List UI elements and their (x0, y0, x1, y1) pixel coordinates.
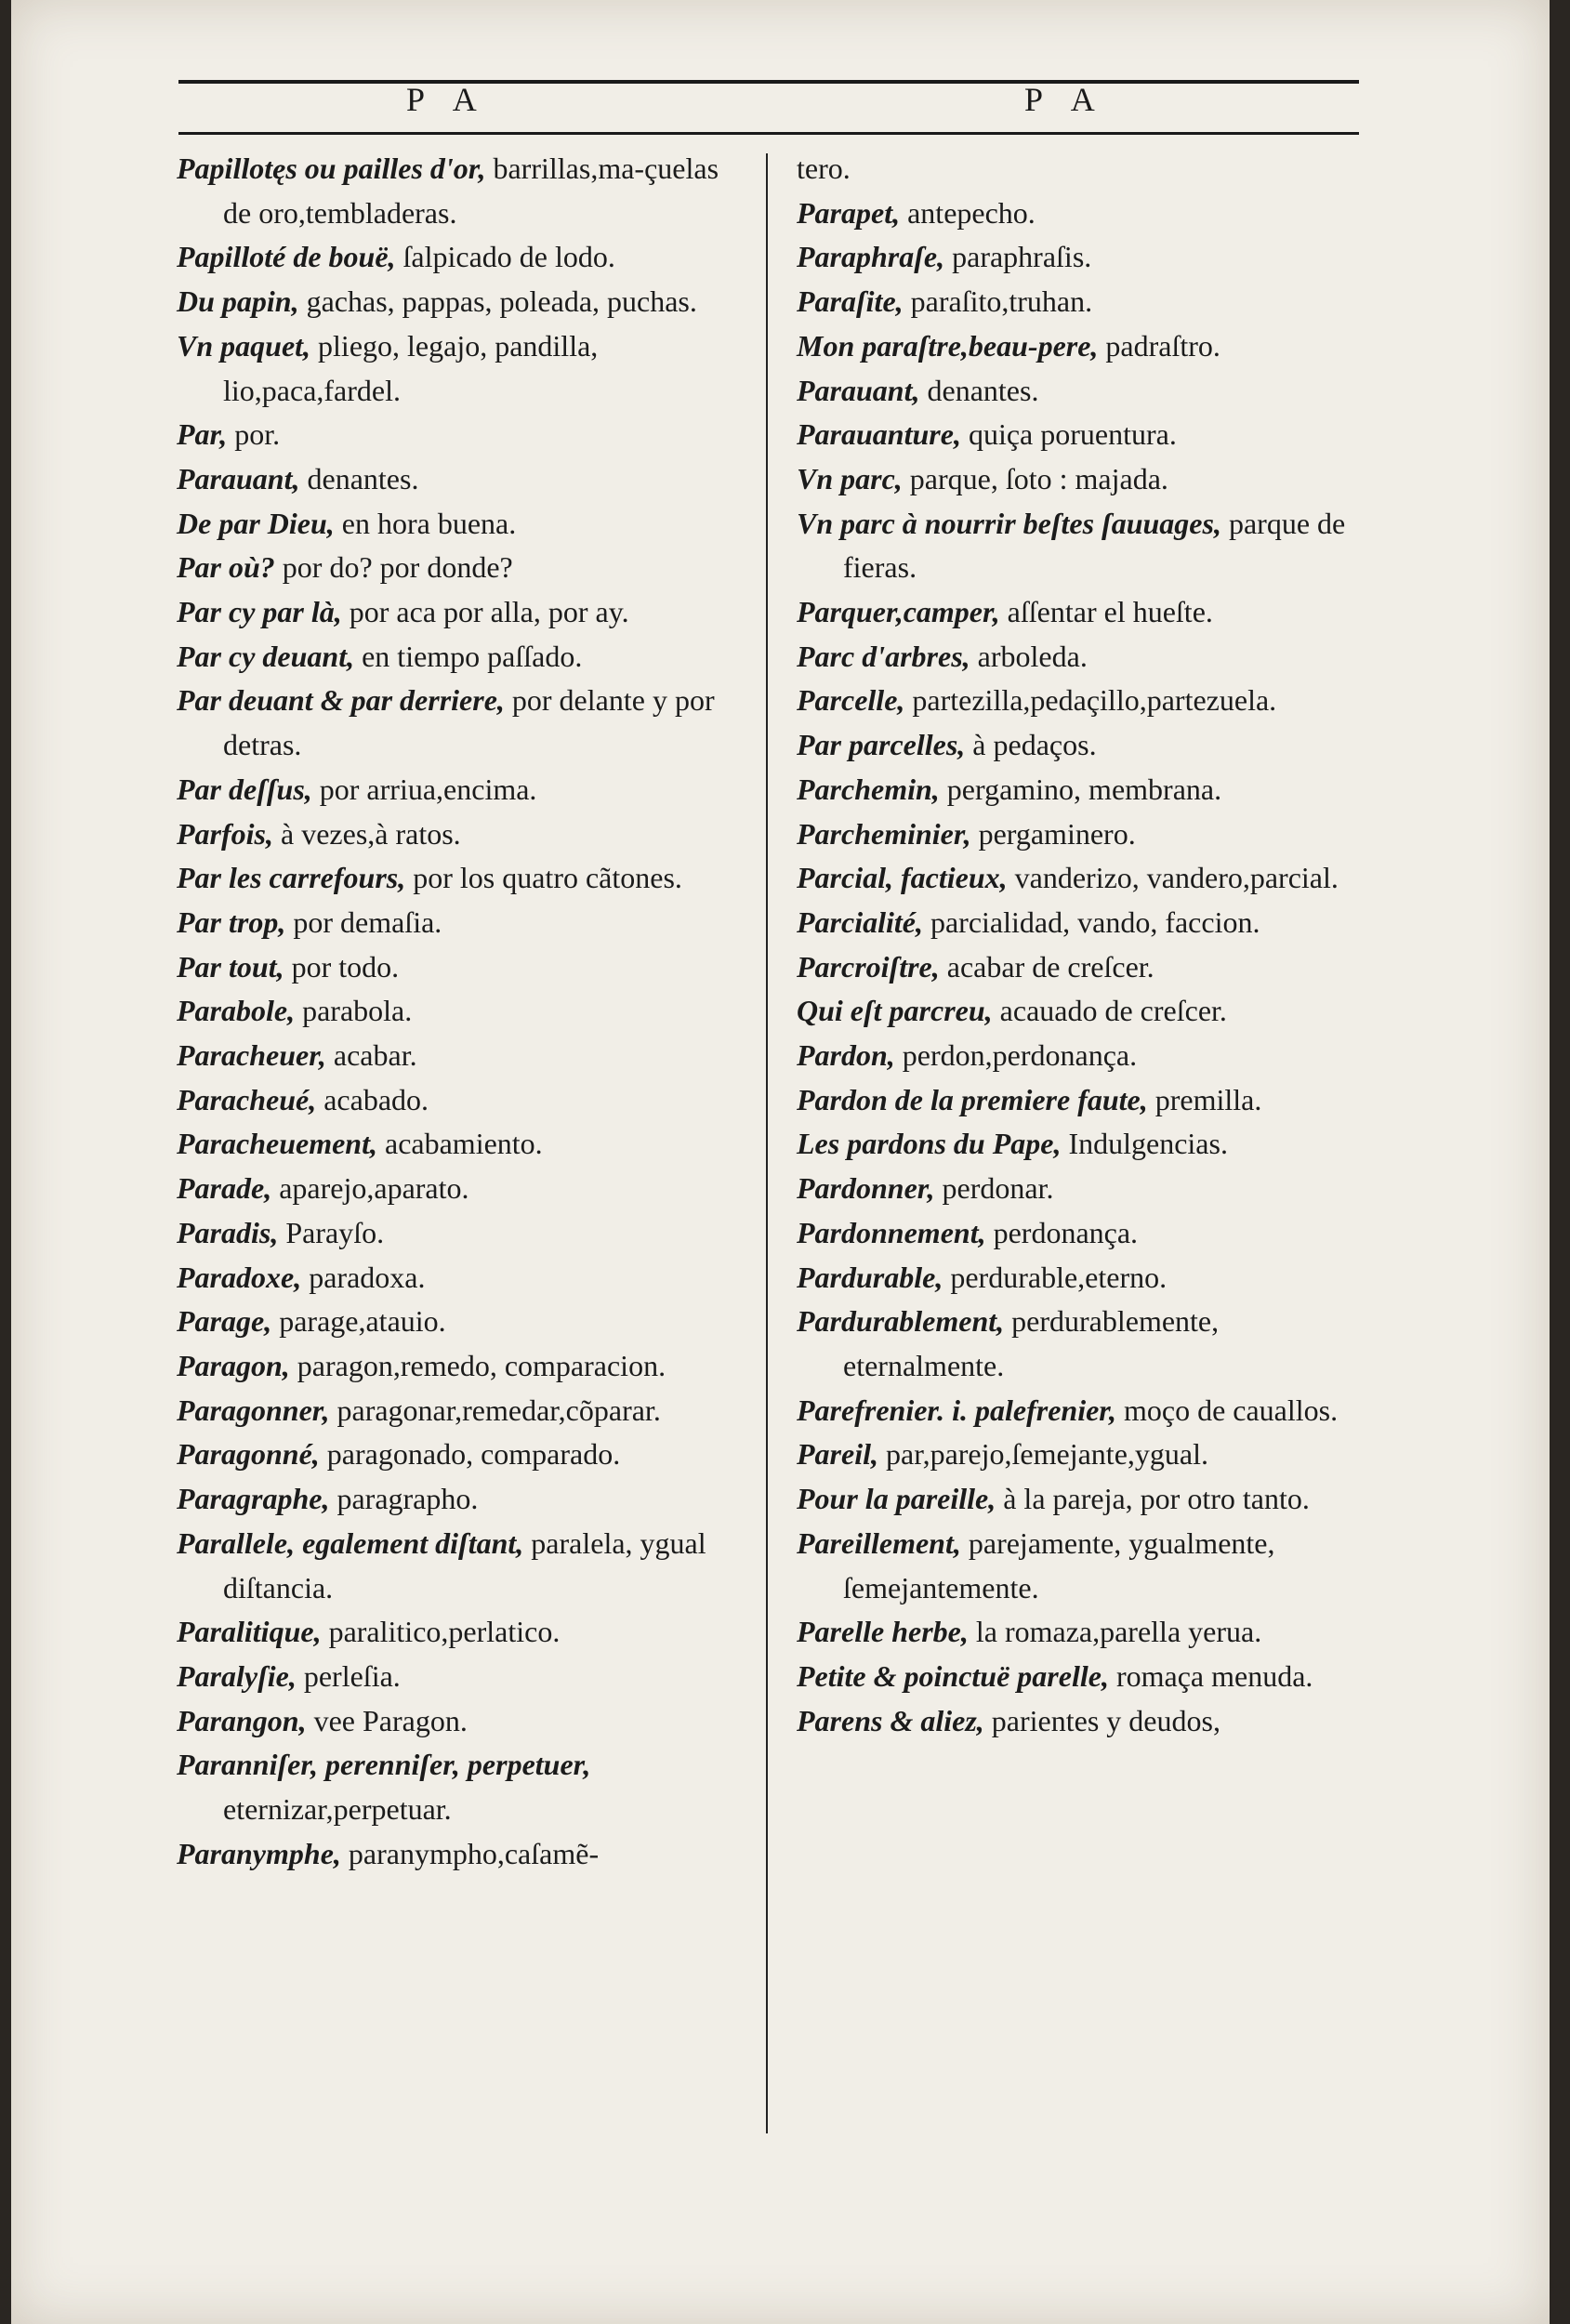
dictionary-entry (797, 812, 1373, 857)
entry-headword: Parauanture, (797, 417, 961, 452)
entry-headword: Les pardons du Pape, (797, 1127, 1062, 1161)
entry-headword: Parage, (177, 1304, 272, 1339)
running-head-left: P A (406, 81, 488, 118)
entry-headword: Papillotęs ou pailles d'or, (177, 152, 486, 185)
dictionary-entry (177, 413, 753, 457)
continuation-line (797, 147, 1373, 191)
entry-definition: ſalpicado de lodo. (395, 240, 615, 274)
entry-headword: Parcialité, (797, 905, 923, 939)
dictionary-entry (177, 1610, 753, 1655)
dictionary-entry (177, 1832, 753, 1877)
entry-headword: Pareil, (797, 1437, 878, 1472)
entry-headword: Du papin, (177, 284, 299, 319)
dictionary-entry (177, 1477, 753, 1522)
dictionary-entry (177, 280, 753, 324)
entry-definition: acabar de creſcer. (939, 949, 1154, 984)
entry-headword: Pardurablement, (797, 1304, 1005, 1339)
dictionary-entry (177, 1433, 753, 1477)
entry-definition: paragonar,remedar,cõparar. (329, 1393, 661, 1427)
entry-headword: Paracheué, (177, 1082, 317, 1116)
entry-definition: por arriua,encima. (311, 772, 537, 806)
entry-definition: parcialidad, vando, faccion. (922, 905, 1260, 939)
dictionary-entry (177, 457, 753, 502)
dictionary-entry (797, 1477, 1373, 1522)
entry-definition: por los quatro cãtones. (405, 861, 682, 895)
entry-definition: por todo. (284, 949, 400, 984)
dictionary-entry (797, 989, 1373, 1034)
entry-definition: acabado. (316, 1082, 429, 1116)
entry-definition: à vezes,à ratos. (273, 816, 461, 851)
dictionary-entry (177, 1655, 753, 1699)
entry-headword: Vn parc à nourrir beſtes ſauuages, (797, 506, 1221, 540)
entry-headword: Pardon, (797, 1038, 895, 1073)
entry-headword: Par les carrefours, (177, 861, 406, 895)
entry-definition: tero. (797, 152, 851, 185)
dictionary-entry (797, 413, 1373, 457)
top-rule (178, 80, 1359, 84)
dictionary-entry (797, 457, 1373, 502)
dictionary-entry (797, 324, 1373, 369)
dictionary-entry (177, 1743, 753, 1831)
dictionary-entry (797, 1433, 1373, 1477)
dictionary-entry (177, 590, 753, 635)
entry-headword: Pareillement, (797, 1525, 961, 1560)
right-column (797, 147, 1373, 1743)
dictionary-entry (177, 1300, 753, 1344)
entry-definition: paraſito,truhan. (903, 284, 1093, 319)
entry-definition: paragrapho. (329, 1482, 479, 1516)
dictionary-entry (797, 1211, 1373, 1256)
entry-definition: à la pareja, por otro tanto. (996, 1482, 1310, 1516)
entry-headword: Parcheminier, (797, 816, 971, 851)
entry-definition: denantes. (299, 461, 419, 495)
entry-headword: Parade, (177, 1171, 272, 1206)
entry-headword: Par trop, (177, 905, 286, 939)
dictionary-entry (177, 812, 753, 857)
dictionary-entry (177, 147, 753, 235)
entry-headword: Parchemin, (797, 772, 940, 806)
entry-headword: Parcial, factieux, (797, 861, 1008, 895)
entry-definition: acabar. (325, 1038, 417, 1073)
dictionary-entry (177, 1211, 753, 1256)
entry-headword: Paraphraſe, (797, 240, 945, 274)
entry-definition: paralitico,perlatico. (321, 1615, 561, 1649)
dictionary-page (11, 0, 1550, 2324)
entry-headword: Paragon, (177, 1348, 290, 1382)
entry-headword: Parangon, (177, 1703, 307, 1737)
entry-headword: Parallele, egalement diſtant, (177, 1525, 524, 1560)
entry-definition: pergaminero. (970, 816, 1136, 851)
entry-definition: acabamiento. (376, 1127, 543, 1161)
dictionary-entry (177, 856, 753, 901)
dictionary-entry (797, 901, 1373, 945)
dictionary-entry (177, 1256, 753, 1301)
entry-definition: parque, ſoto : majada. (902, 461, 1168, 495)
entry-definition: parque de fieras. (843, 506, 1346, 585)
column-divider (766, 153, 768, 2133)
dictionary-entry (797, 768, 1373, 812)
entry-headword: Pardurable, (797, 1260, 943, 1294)
entry-definition: paraphraſis. (944, 240, 1092, 274)
dictionary-entry (797, 635, 1373, 680)
dictionary-entry (177, 1699, 753, 1744)
entry-definition: por aca por alla, por ay. (341, 595, 629, 629)
entry-headword: Par, (177, 417, 228, 452)
running-head-right: P A (1024, 81, 1106, 118)
dictionary-entry (797, 1256, 1373, 1301)
entry-definition: parientes y deudos, (983, 1703, 1220, 1737)
entry-headword: Paralyſie, (177, 1658, 297, 1693)
entry-headword: Paranymphe, (177, 1836, 341, 1870)
entry-definition: quiça poruentura. (960, 417, 1177, 452)
entry-definition: padraſtro. (1098, 328, 1220, 363)
dictionary-entry (797, 856, 1373, 901)
entry-definition: Parayſo. (278, 1215, 385, 1249)
entry-definition: pergamino, membrana. (939, 772, 1222, 806)
entry-headword: Vn paquet, (177, 328, 311, 363)
entry-headword: Parcelle, (797, 683, 905, 718)
entry-headword: Parcroiſtre, (797, 949, 940, 984)
entry-definition: paralela, ygual diſtancia. (223, 1525, 706, 1604)
entry-definition: moço de cauallos. (1115, 1393, 1339, 1427)
dictionary-entry (177, 546, 753, 590)
entry-definition: por. (227, 417, 281, 452)
entry-headword: Par deſſus, (177, 772, 312, 806)
entry-headword: Parauant, (177, 461, 300, 495)
entry-headword: Petite & poinctuë parelle, (797, 1658, 1109, 1693)
header-rule (178, 132, 1359, 135)
entry-headword: Parens & aliez, (797, 1703, 984, 1737)
entry-headword: Par parcelles, (797, 728, 966, 762)
entry-definition: par,parejo,ſemejante,ygual. (877, 1437, 1208, 1472)
entry-definition: paradoxa. (301, 1260, 426, 1294)
dictionary-entry (177, 1034, 753, 1078)
entry-definition: por do? por donde? (274, 550, 513, 585)
entry-headword: Paralitique, (177, 1615, 322, 1649)
dictionary-entry (797, 945, 1373, 990)
dictionary-entry (797, 1522, 1373, 1610)
entry-definition: antepecho. (900, 195, 1036, 230)
dictionary-entry (797, 1167, 1373, 1211)
dictionary-entry (177, 945, 753, 990)
entry-definition: por delante y por detras. (223, 683, 715, 762)
entry-headword: Paragraphe, (177, 1482, 330, 1516)
entry-definition: paranympho,caſamẽ- (340, 1836, 600, 1870)
entry-headword: Parquer,camper, (797, 595, 1000, 629)
dictionary-entry (797, 502, 1373, 590)
dictionary-entry (797, 723, 1373, 768)
dictionary-entry (797, 369, 1373, 414)
entry-definition: premilla. (1147, 1082, 1262, 1116)
entry-headword: Paragonner, (177, 1393, 330, 1427)
entry-headword: Paradoxe, (177, 1260, 302, 1294)
dictionary-entry (797, 590, 1373, 635)
entry-definition: denantes. (919, 373, 1039, 407)
entry-definition: vee Paragon. (306, 1703, 468, 1737)
entry-headword: Par tout, (177, 949, 284, 984)
entry-headword: Parefrenier. i. palefrenier, (797, 1393, 1116, 1427)
entry-headword: Par cy deuant, (177, 639, 355, 673)
dictionary-entry (177, 768, 753, 812)
dictionary-entry (177, 502, 753, 547)
entry-headword: Pardonnement, (797, 1215, 986, 1249)
entry-headword: Paradis, (177, 1215, 279, 1249)
entry-definition: pliego, legajo, pandilla, lio,paca,fardel. (223, 328, 599, 407)
entry-definition: perdonar. (934, 1171, 1054, 1206)
entry-definition: aſſentar el hueſte. (999, 595, 1213, 629)
entry-definition: vanderizo, vandero,parcial. (1007, 861, 1339, 895)
entry-headword: Papilloté de bouë, (177, 240, 396, 274)
dictionary-entry (797, 1034, 1373, 1078)
entry-definition: acauado de creſcer. (992, 994, 1227, 1028)
entry-definition: gachas, pappas, poleada, puchas. (298, 284, 697, 319)
dictionary-entry (177, 235, 753, 280)
entry-definition: arboleda. (970, 639, 1088, 673)
dictionary-entry (177, 1122, 753, 1167)
dictionary-entry (797, 1699, 1373, 1744)
entry-headword: Parapet, (797, 195, 901, 230)
dictionary-entry (797, 191, 1373, 236)
entry-headword: Pour la pareille, (797, 1482, 996, 1516)
entry-definition: paragonado, comparado. (319, 1437, 621, 1472)
entry-headword: Pardon de la premiere faute, (797, 1082, 1148, 1116)
entry-definition: en hora buena. (334, 506, 517, 540)
dictionary-entry (797, 1610, 1373, 1655)
entry-headword: Mon paraſtre,beau-pere, (797, 328, 1099, 363)
dictionary-entry (797, 1078, 1373, 1123)
entry-headword: Par où? (177, 550, 275, 585)
entry-definition: eternizar,perpetuar. (223, 1792, 452, 1827)
entry-definition: parabola. (295, 994, 413, 1028)
entry-headword: Par deuant & par derriere, (177, 683, 505, 718)
entry-definition: por demaſia. (285, 905, 442, 939)
dictionary-entry (177, 1344, 753, 1389)
entry-definition: perdurablemente, eternalmente. (843, 1304, 1220, 1382)
entry-definition: aparejo,aparato. (271, 1171, 469, 1206)
dictionary-entry (177, 635, 753, 680)
dictionary-entry (797, 1389, 1373, 1433)
entry-definition: Indulgencias. (1061, 1127, 1228, 1161)
entry-definition: la romaza,parella yerua. (968, 1615, 1262, 1649)
dictionary-entry (177, 324, 753, 413)
entry-definition: barrillas,ma-çuelas de oro,tembladeras. (223, 152, 719, 230)
dictionary-entry (797, 1300, 1373, 1388)
entry-headword: Parc d'arbres, (797, 639, 970, 673)
entry-definition: perdurable,eterno. (943, 1260, 1168, 1294)
dictionary-entry (177, 901, 753, 945)
dictionary-entry (797, 235, 1373, 280)
entry-headword: Parfois, (177, 816, 273, 851)
entry-headword: De par Dieu, (177, 506, 335, 540)
entry-headword: Paracheuer, (177, 1038, 326, 1073)
entry-headword: Qui eſt parcreu, (797, 994, 993, 1028)
entry-definition: paragon,remedo, comparacion. (289, 1348, 666, 1382)
dictionary-entry (797, 1655, 1373, 1699)
entry-headword: Paranniſer, perenniſer, perpetuer, (177, 1748, 591, 1782)
dictionary-entry (797, 280, 1373, 324)
left-column (177, 147, 753, 1876)
dictionary-entry (797, 679, 1373, 723)
dictionary-entry (177, 1522, 753, 1610)
entry-definition: parage,atauio. (271, 1304, 446, 1339)
dictionary-entry (177, 1078, 753, 1123)
dictionary-entry (177, 1167, 753, 1211)
entry-definition: parejamente, ygualmente, ſemejantemente. (843, 1525, 1275, 1604)
entry-headword: Paragonné, (177, 1437, 320, 1472)
entry-headword: Parauant, (797, 373, 920, 407)
entry-headword: Pardonner, (797, 1171, 935, 1206)
dictionary-entry (797, 1122, 1373, 1167)
entry-headword: Paraſite, (797, 284, 904, 319)
entry-headword: Parabole, (177, 994, 296, 1028)
entry-headword: Paracheuement, (177, 1127, 377, 1161)
entry-definition: perleſia. (296, 1658, 401, 1693)
entry-headword: Par cy par là, (177, 595, 342, 629)
entry-headword: Vn parc, (797, 461, 903, 495)
entry-definition: en tiempo paſſado. (354, 639, 583, 673)
entry-definition: partezilla,pedaçillo,partezuela. (904, 683, 1277, 718)
dictionary-entry (177, 1389, 753, 1433)
entry-definition: à pedaços. (965, 728, 1097, 762)
entry-definition: perdon,perdonança. (894, 1038, 1138, 1073)
entry-definition: romaça menuda. (1108, 1658, 1313, 1693)
dictionary-entry (177, 679, 753, 767)
dictionary-entry (177, 989, 753, 1034)
entry-definition: perdonança. (985, 1215, 1139, 1249)
entry-headword: Parelle herbe, (797, 1615, 969, 1649)
